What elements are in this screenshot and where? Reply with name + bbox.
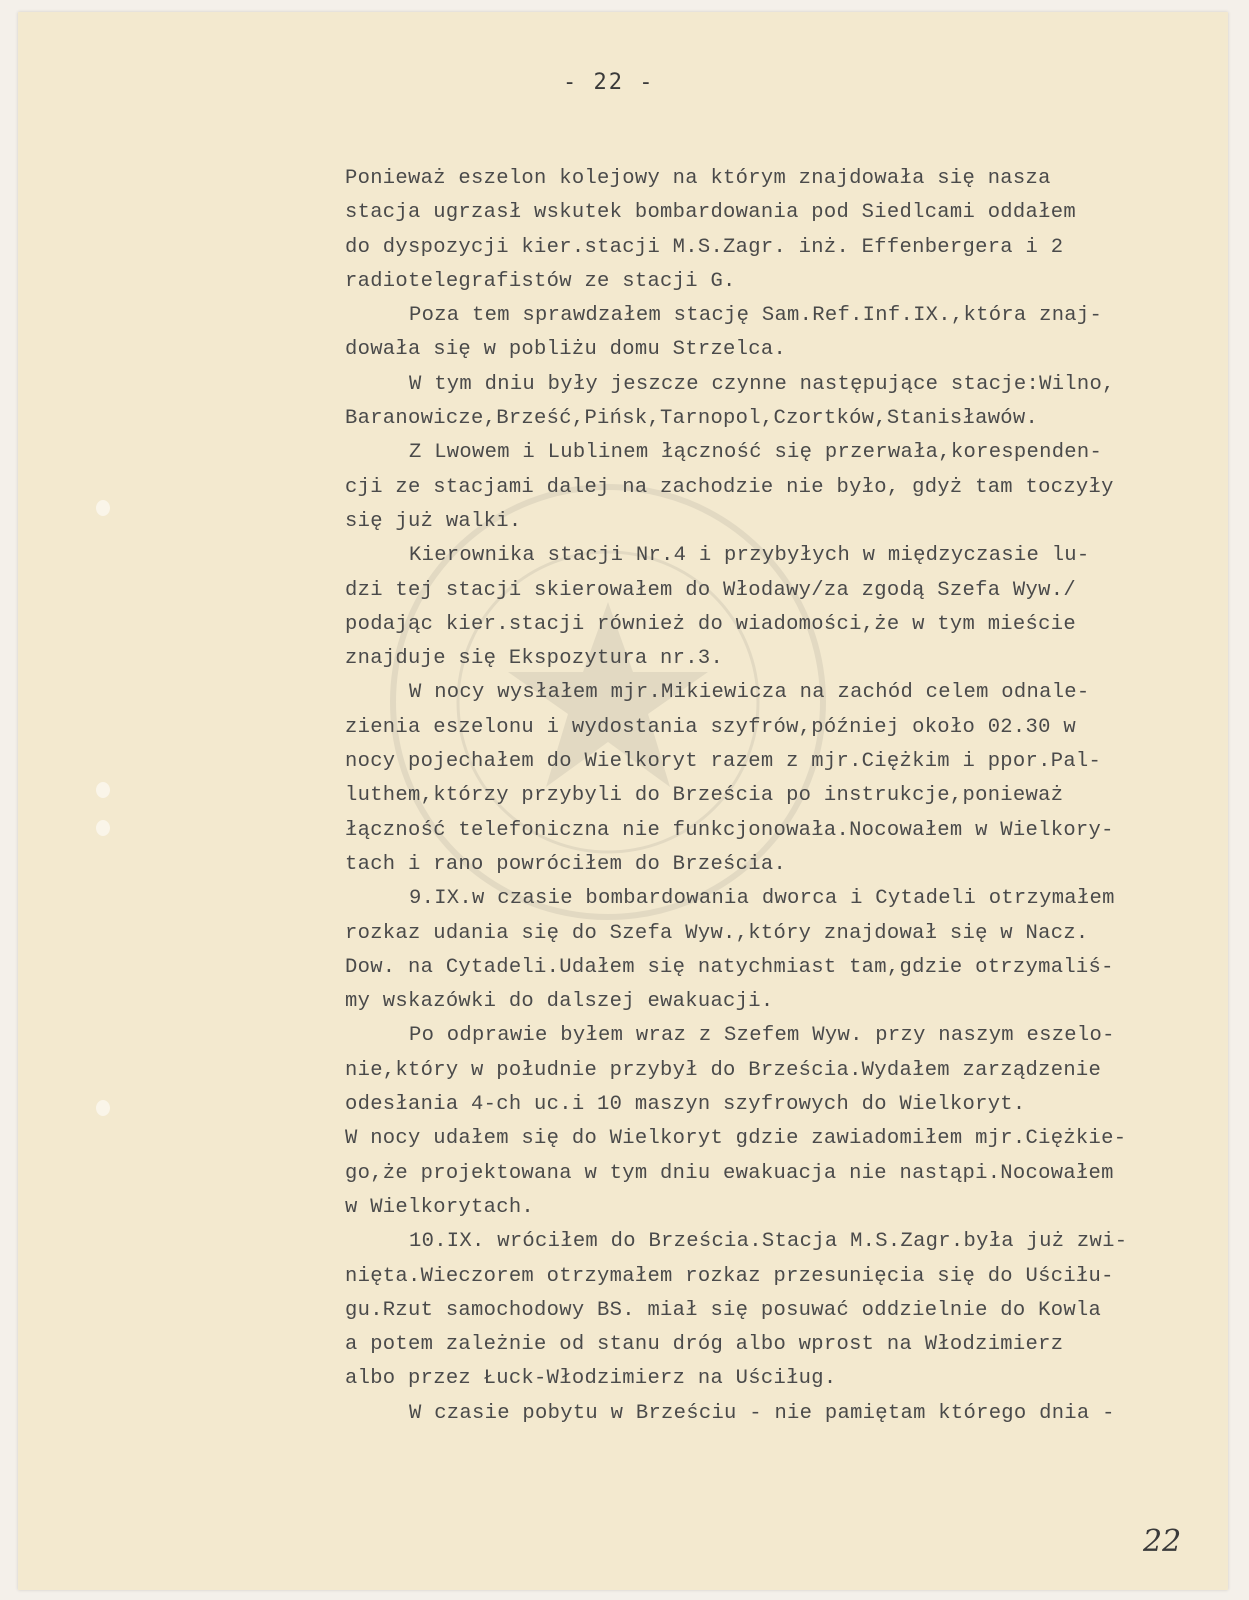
text-line: dzi tej stacji skierowałem do Włodawy/za zgodą Szefa Wyw./ bbox=[345, 578, 1076, 602]
punch-hole bbox=[96, 500, 110, 516]
text-line: Baranowicze,Brześć,Pińsk,Tarnopol,Czortków,Stanisławów. bbox=[345, 407, 1039, 431]
text-line: cji ze stacjami dalej na zachodzie nie było, gdyż tam toczyły bbox=[345, 475, 1114, 499]
text-line: W nocy udałem się do Wielkoryt gdzie zawiadomiłem mjr.Ciężkie- bbox=[345, 1127, 1127, 1151]
text-line: rozkaz udania się do Szefa Wyw.,który znajdował się w Nacz. bbox=[345, 921, 1089, 945]
typed-text-body bbox=[345, 162, 1220, 1431]
text-line: znajduje się Ekspozytura nr.3. bbox=[345, 647, 724, 671]
punch-hole bbox=[96, 1100, 110, 1116]
handwritten-page-number: 22 bbox=[1143, 1524, 1182, 1559]
text-line: nie,który w południe przybył do Brześcia.Wydałem zarządzenie bbox=[345, 1058, 1102, 1082]
text-line: dowała się w pobliżu domu Strzelca. bbox=[345, 338, 787, 362]
text-line: gu.Rzut samochodowy BS. miał się posuwać oddzielnie do Kowla bbox=[345, 1298, 1102, 1322]
text-line: Ponieważ eszelon kolejowy na którym znajdowała się nasza bbox=[345, 167, 1051, 190]
text-line: nięta.Wieczorem otrzymałem rozkaz przesunięcia się do Uściłu- bbox=[345, 1264, 1114, 1288]
page-number: - 22 - bbox=[563, 70, 655, 95]
text-line: stacja ugrzasł wskutek bombardowania pod Siedlcami oddałem bbox=[345, 201, 1076, 225]
text-line: 9.IX.w czasie bombardowania dworca i Cytadeli otrzymałem bbox=[409, 887, 1115, 911]
text-line: Po odprawie byłem wraz z Szefem Wyw. przy naszym eszelo- bbox=[409, 1024, 1115, 1048]
punch-hole bbox=[96, 820, 110, 836]
text-line: W czasie pobytu w Brześciu - nie pamiętam którego dnia - bbox=[409, 1401, 1115, 1425]
text-line: się już walki. bbox=[345, 509, 522, 533]
text-line: go,że projektowana w tym dniu ewakuacja nie nastąpi.Nocowałem bbox=[345, 1161, 1114, 1185]
text-line: zienia eszelonu i wydostania szyfrów,później około 02.30 w bbox=[345, 715, 1076, 739]
text-line: Z Lwowem i Lublinem łączność się przerwała,korespenden- bbox=[409, 441, 1103, 465]
text-line: tach i rano powróciłem do Brześcia. bbox=[345, 852, 787, 876]
punch-hole bbox=[96, 782, 110, 798]
text-line: podając kier.stacji również do wiadomości,że w tym mieście bbox=[345, 612, 1076, 636]
text-line: nocy pojechałem do Wielkoryt razem z mjr.Ciężkim i ppor.Pal- bbox=[345, 750, 1102, 774]
text-line: Poza tem sprawdzałem stację Sam.Ref.Inf.IX.,która znaj- bbox=[409, 304, 1103, 328]
text-line: W nocy wysłałem mjr.Mikiewicza na zachód celem odnale- bbox=[409, 681, 1090, 705]
document-page bbox=[18, 12, 1228, 1590]
text-line: a potem zależnie od stanu dróg albo wprost na Włodzimierz bbox=[345, 1333, 1064, 1357]
text-line: albo przez Łuck-Włodzimierz na Uściług. bbox=[345, 1367, 837, 1391]
text-line: w Wielkorytach. bbox=[345, 1195, 535, 1219]
text-line: Kierownika stacji Nr.4 i przybyłych w międzyczasie lu- bbox=[409, 544, 1090, 568]
text-line: do dyspozycji kier.stacji M.S.Zagr. inż. Effenbergera i 2 bbox=[345, 235, 1064, 259]
text-line: luthem,którzy przybyli do Brześcia po instrukcje,ponieważ bbox=[345, 784, 1064, 808]
text-line: radiotelegrafistów ze stacji G. bbox=[345, 269, 736, 293]
text-line: Dow. na Cytadeli.Udałem się natychmiast tam,gdzie otrzymaliś- bbox=[345, 955, 1114, 979]
text-line: łączność telefoniczna nie funkcjonowała.Nocowałem w Wielkory- bbox=[345, 818, 1114, 842]
text-line: odesłania 4-ch uc.i 10 maszyn szyfrowych do Wielkoryt. bbox=[345, 1093, 1026, 1117]
text-line: 10.IX. wróciłem do Brześcia.Stacja M.S.Zagr.była już zwi- bbox=[409, 1230, 1128, 1254]
text-line: my wskazówki do dalszej ewakuacji. bbox=[345, 990, 774, 1014]
text-line: W tym dniu były jeszcze czynne następujące stacje:Wilno, bbox=[409, 372, 1115, 396]
